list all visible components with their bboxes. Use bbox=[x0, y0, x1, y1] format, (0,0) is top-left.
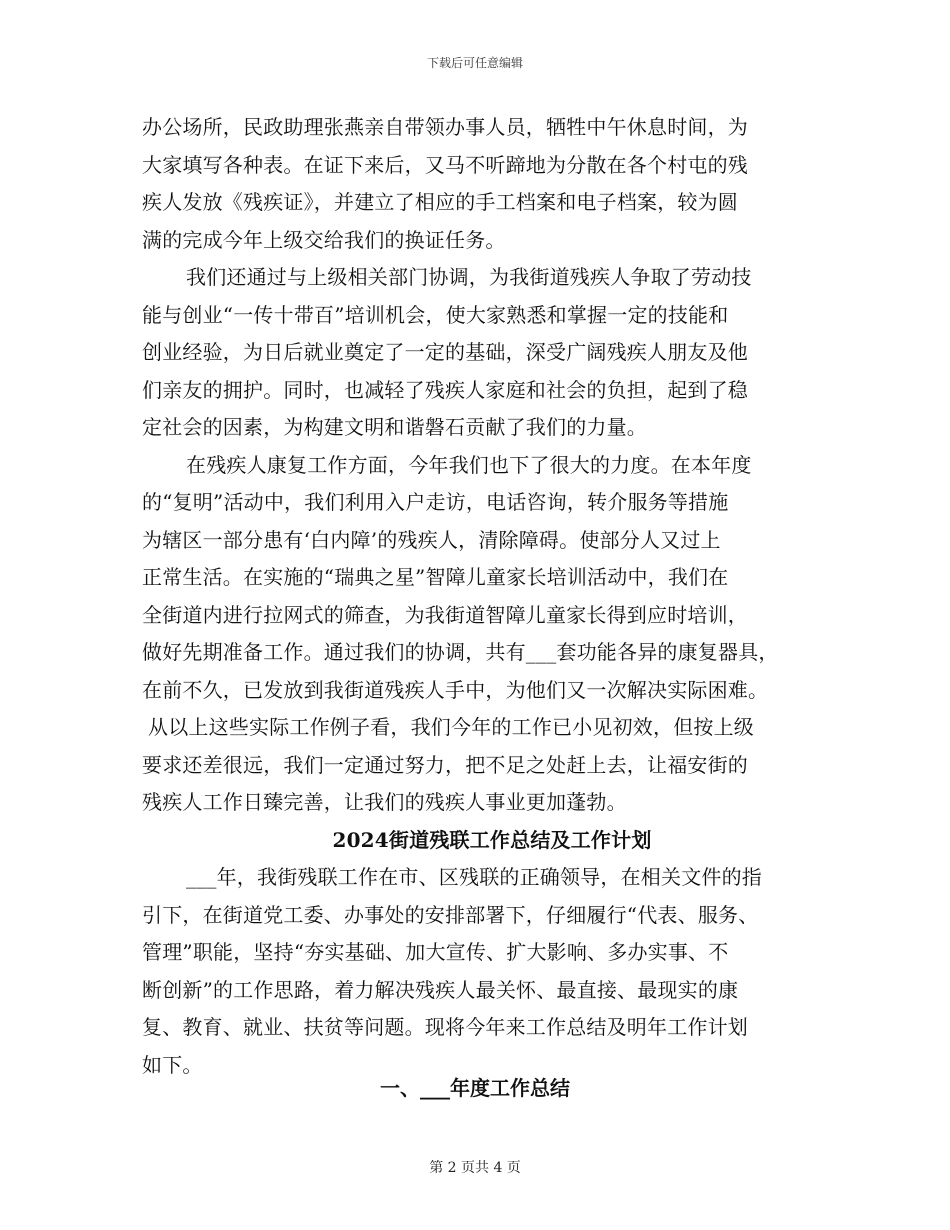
document-title: 2024街道残联工作总结及工作计划 bbox=[332, 827, 652, 852]
text-line: 全街道内进行拉网式的筛查，为我街道智障儿童家长得到应时培训， bbox=[142, 602, 748, 627]
text-line: 们亲友的拥护。同时，也减轻了残疾人家庭和社会的负担，起到了稳 bbox=[142, 377, 748, 402]
text-line: 要求还差很远，我们一定通过努力，把不足之处赶上去，让福安街的 bbox=[142, 752, 748, 777]
text-line: 定社会的因素，为构建文明和谐磐石贡献了我们的力量。 bbox=[142, 415, 647, 439]
text-line: 如下。 bbox=[142, 1052, 203, 1077]
text-line: 大家填写各种表。在证下来后，又马不听蹄地为分散在各个村屯的残 bbox=[142, 152, 748, 177]
page-header: 下载后可任意编辑 bbox=[426, 56, 523, 70]
text-line: 疾人发放《残疾证》，并建立了相应的手工档案和电子档案，较为圆 bbox=[142, 190, 738, 214]
page-footer: 第 2 页共 4 页 bbox=[429, 1160, 521, 1176]
text-line: 做好先期准备工作。通过我们的协调，共有___套功能各异的康复器具， bbox=[142, 640, 779, 664]
text-line: 为辖区一部分患有‘白内障’的残疾人，清除障碍。使部分人又过上 bbox=[142, 527, 721, 552]
text-line: 创业经验，为日后就业奠定了一定的基础，深受广阔残疾人朋友及他 bbox=[142, 340, 748, 364]
text-line: 引下，在街道党工委、办事处的安排部署下，仔细履行“代表、服务、 bbox=[142, 902, 759, 927]
text-line: 正常生活。在实施的“瑞典之星”智障儿童家长培训活动中，我们在 bbox=[142, 565, 729, 589]
text-line: 在残疾人康复工作方面，今年我们也下了很大的力度。在本年度 bbox=[186, 452, 752, 477]
text-line: 能与创业“一传十带百”培训机会，使大家熟悉和掌握一定的技能和 bbox=[142, 302, 729, 327]
text-line: 复、教育、就业、扶贫等问题。现将今年来工作总结及明年工作计划 bbox=[142, 1015, 748, 1039]
text-line: 在前不久，已发放到我街道残疾人手中，为他们又一次解决实际困难。 bbox=[142, 677, 769, 702]
document-body bbox=[142, 109, 842, 1084]
text-line: 断创新”的工作思路，着力解决残疾人最关怀、最直接、最现实的康 bbox=[142, 977, 739, 1002]
text-line: 管理”职能，坚持“夯实基础、加大宣传、扩大影响、多办实事、不 bbox=[142, 940, 729, 964]
text-line: ___年，我街残联工作在市、区残联的正确领导，在相关文件的指 bbox=[186, 865, 762, 889]
text-line: 的“复明”活动中，我们利用入户走访，电话咨询，转介服务等措施 bbox=[142, 490, 729, 514]
text-line: 我们还通过与上级相关部门协调，为我街道残疾人争取了劳动技 bbox=[186, 265, 752, 289]
text-line: 满的完成今年上级交给我们的换证任务。 bbox=[142, 227, 506, 252]
text-line: 残疾人工作日臻完善，让我们的残疾人事业更加蓬勃。 bbox=[142, 790, 627, 814]
section-heading: 一、___年度工作总结 bbox=[380, 1076, 570, 1100]
text-line: 办公场所，民政助理张燕亲自带领办事人员，牺牲中午休息时间，为 bbox=[142, 115, 748, 139]
text-line: 从以上这些实际工作例子看，我们今年的工作已小见初效，但按上级 bbox=[148, 715, 754, 739]
